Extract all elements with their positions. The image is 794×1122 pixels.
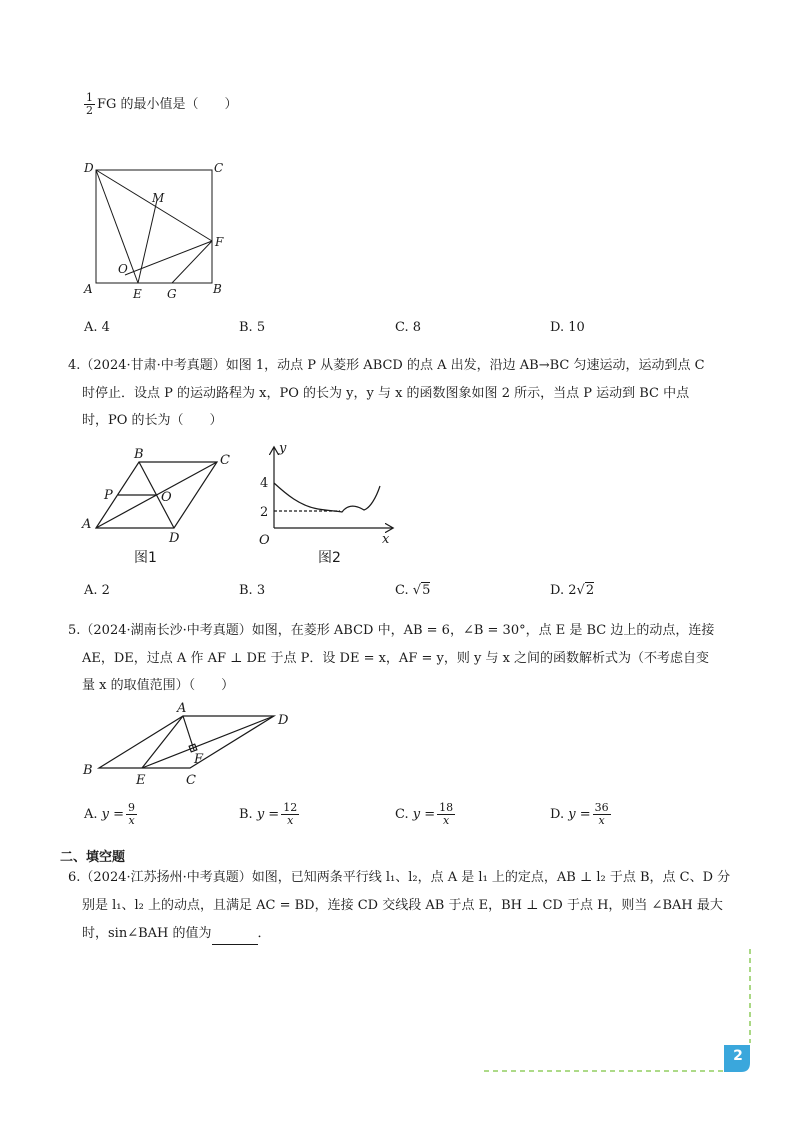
q4-option-a[interactable]: A. 2 xyxy=(84,583,110,598)
q4-graph-figure xyxy=(252,440,402,568)
one-half-fraction: $\frac{1}{2}$ xyxy=(86,91,93,117)
segment-de xyxy=(96,170,138,283)
square-abcd xyxy=(96,170,212,283)
label-d: D xyxy=(169,531,180,546)
label-o: O xyxy=(161,490,172,505)
tick-4: 4 xyxy=(260,476,269,491)
label-o: O xyxy=(118,262,128,276)
q4-line-3: 时，PO 的长为（ ） xyxy=(82,413,223,428)
q3-intro: $\frac{1}{2}$ FG 的最小值是（ ） xyxy=(86,91,238,117)
label-origin: O xyxy=(259,533,270,548)
label-m: M xyxy=(152,191,165,205)
q5-option-c[interactable]: C. y = $\frac{18}{x}$ xyxy=(395,801,454,827)
section-title: 二、填空题 xyxy=(60,850,126,865)
q5-line-3: 量 x 的取值范围）（ ） xyxy=(82,678,235,693)
q5-option-a[interactable]: A. y = $\frac{9}{x}$ xyxy=(84,801,136,827)
label-g: G xyxy=(167,287,177,301)
label-p: P xyxy=(104,488,113,503)
q4-option-b[interactable]: B. 3 xyxy=(239,583,266,598)
label-d: D xyxy=(278,713,289,728)
q3-option-a[interactable]: A. 4 xyxy=(84,320,110,335)
fig1-caption: 图1 xyxy=(134,550,157,566)
label-a: A xyxy=(82,517,92,532)
label-e: E xyxy=(133,287,142,301)
label-x: x xyxy=(382,532,390,547)
q5-line-2: AE，DE，过点 A 作 AF ⊥ DE 于点 P．设 DE = x，AF = y，则 y 与 x 之间的函数解析式为（不考虑自变 xyxy=(82,651,710,666)
q3-option-c[interactable]: C. 8 xyxy=(395,320,422,335)
fig2-caption: 图2 xyxy=(318,550,341,566)
q3-option-b[interactable]: B. 5 xyxy=(239,320,266,335)
label-a: A xyxy=(84,282,93,296)
sqrt-icon: √ xyxy=(412,583,422,598)
segment-em xyxy=(138,200,157,283)
segment-df xyxy=(96,170,212,241)
label-y: y xyxy=(279,441,287,456)
function-curve xyxy=(274,483,380,512)
label-c: C xyxy=(186,773,196,788)
label-d: D xyxy=(84,161,94,175)
label-f: F xyxy=(215,235,224,249)
q5-rhombus-figure xyxy=(78,700,300,792)
q4-line-1: 4.（2024·甘肃·中考真题）如图 1，动点 P 从菱形 ABCD 的点 A 出发，沿边 AB→BC 匀速运动，运动到点 C xyxy=(68,358,705,373)
tick-2: 2 xyxy=(260,505,269,520)
label-f: F xyxy=(194,752,204,767)
segment-gf xyxy=(172,241,212,283)
q6-line-2: 别是 l₁、l₂ 上的动点，且满足 AC = BD，连接 CD 交线段 AB 于点 E，BH ⊥ CD 于点 H，则当 ∠BAH 最大 xyxy=(82,898,723,913)
label-c: C xyxy=(220,453,230,468)
rhombus-abcd xyxy=(99,716,274,768)
q4-line-2: 时停止．设点 P 的运动路程为 x，PO 的长为 y，y 与 x 的函数图象如图 2 所示，当点 P 运动到 BC 中点 xyxy=(82,386,690,401)
q4-option-d[interactable]: D. 2√2 xyxy=(550,583,595,598)
label-b: B xyxy=(213,282,222,296)
label-b: B xyxy=(134,447,144,462)
q6-line-3: 时，sin∠BAH 的值为 ． xyxy=(82,923,271,945)
segment-of xyxy=(125,241,212,275)
q4-option-c[interactable]: C. √5 xyxy=(395,583,431,598)
q6-line-1: 6.（2024·江苏扬州·中考真题）如图，已知两条平行线 l₁、l₂，点 A 是 l₁ 上的定点，AB ⊥ l₂ 于点 B，点 C、D 分 xyxy=(68,870,731,885)
q5-line-1: 5.（2024·湖南长沙·中考真题）如图，在菱形 ABCD 中，AB = 6，∠B = 30°，点 E 是 BC 边上的动点，连接 xyxy=(68,623,715,638)
q4-rhombus-figure xyxy=(78,444,248,568)
label-b: B xyxy=(83,763,93,778)
page-number: 2 xyxy=(733,1048,743,1064)
label-e: E xyxy=(136,773,146,788)
q3-option-d[interactable]: D. 10 xyxy=(550,320,585,335)
q3-square-figure xyxy=(80,152,240,307)
q5-option-b[interactable]: B. y = $\frac{12}{x}$ xyxy=(239,801,298,827)
sqrt-icon: √ xyxy=(576,583,585,598)
q5-option-d[interactable]: D. y = $\frac{36}{x}$ xyxy=(550,801,609,827)
label-a: A xyxy=(177,701,187,716)
answer-blank[interactable] xyxy=(212,930,258,945)
label-c: C xyxy=(214,161,224,175)
